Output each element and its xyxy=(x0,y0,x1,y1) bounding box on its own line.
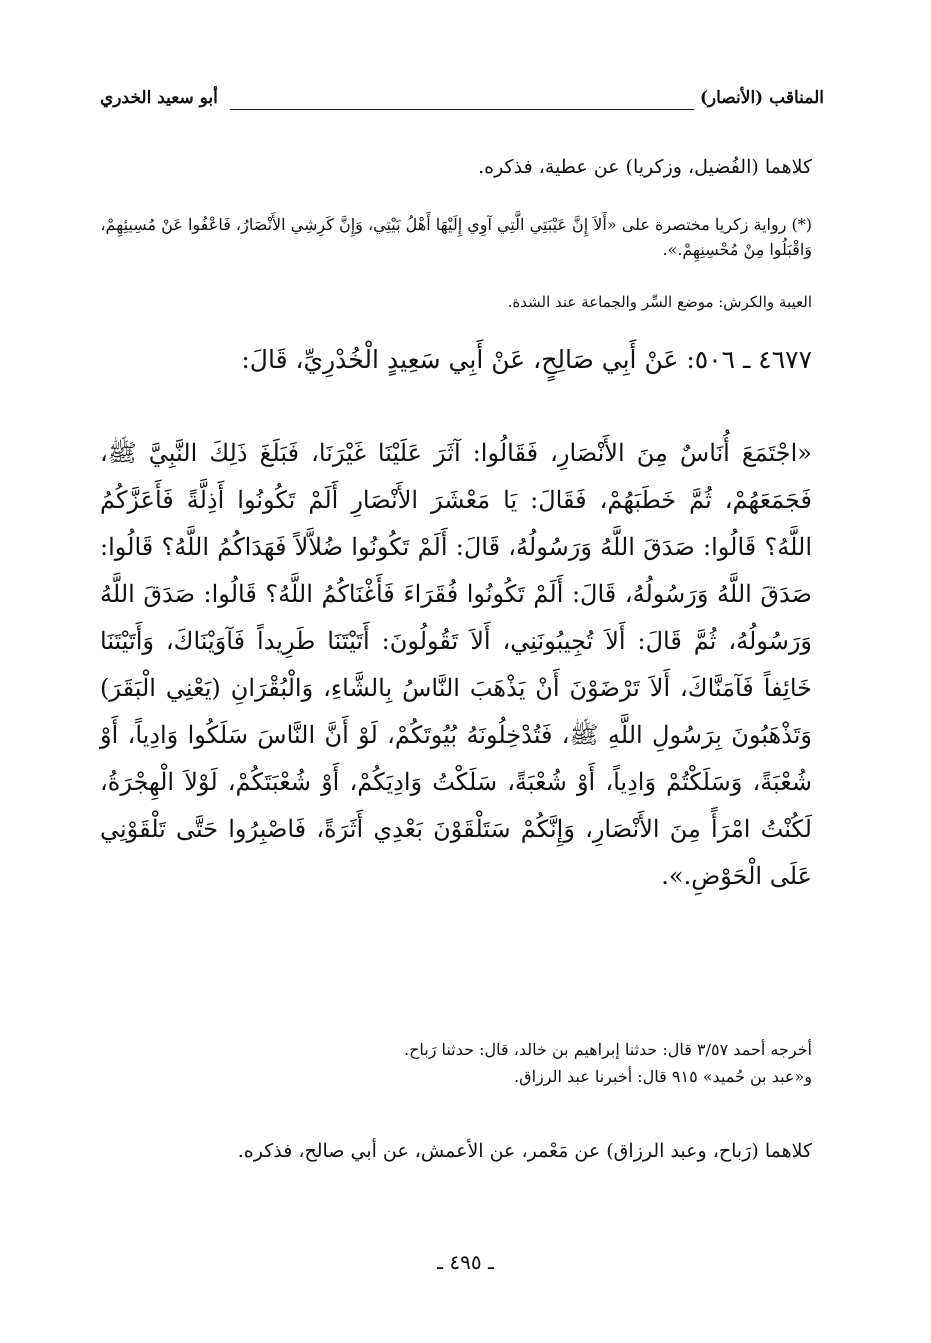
footnote-text: (*) رواية زكريا مختصرة على «أَلاَ إِنَّ عَيْبَتِي الَّتِي آوِي إِلَيْهَا أَهْلُ بَيْتِي، وَإِنَّ كَرِشِي الأَنْصَارُ، فَاعْفُوا عَنْ مُسِيئِهِمْ، وَاقْبَلُوا مِنْ مُحْسِنِهِمْ.». xyxy=(100,215,812,259)
source-references xyxy=(100,1036,812,1090)
footnote-gloss: العيبة والكرش: موضع السِّر والجماعة عند الشدة. xyxy=(507,293,812,311)
header-rule xyxy=(230,109,694,110)
hadith-heading: ٤٦٧٧ ـ ٥٠٦: عَنْ أَبِي صَالِحٍ، عَنْ أَبِي سَعِيدٍ الْخُدْرِيِّ، قَالَ: xyxy=(241,345,812,374)
page-number: ـ ٤٩٥ ـ xyxy=(437,1250,494,1274)
hadith-body: «اجْتَمَعَ أُنَاسٌ مِنَ الأَنْصَارِ، فَقَالُوا: آثَرَ عَلَيْنَا غَيْرَنَا، فَبَلَغَ ذَلِكَ النَّبِيَّ ﷺ، فَجَمَعَهُمْ، ثُمَّ خَطَبَهُمْ، فَقَالَ: يَا مَعْشَرَ الأَنْصَارِ أَلَمْ تَكُونُوا أَذِلَّةً فَأَعَزَّكُمُ اللَّهُ؟ قَالُوا: صَدَقَ اللَّهُ وَرَسُولُهُ، قَالَ: أَلَمْ تَكُونُوا ضُلاَّلاً فَهَدَاكُمُ اللَّهُ؟ قَالُوا: صَدَقَ اللَّهُ وَرَسُولُهُ، قَالَ: أَلَمْ تَكُونُوا فُقَرَاءَ فَأَغْنَاكُمُ اللَّهُ؟ قَالُوا: صَدَقَ اللَّهُ وَرَسُولُهُ، ثُمَّ قَالَ: أَلاَ تُجِيبُونَنِي، أَلاَ تَقُولُونَ: أَتَيْتَنَا طَرِيداً فَآوَيْنَاكَ، وَأَتَيْتَنَا خَائِفاً فَآمَنَّاكَ، أَلاَ تَرْضَوْنَ أَنْ يَذْهَبَ النَّاسُ بِالشَّاءِ، وَالْبُقْرَانِ (يَعْنِي الْبَقَرَ) وَتَذْهَبُونَ بِرَسُولِ اللَّهِ ﷺ، فَتُدْخِلُونَهُ بُيُوتَكُمْ، لَوْ أَنَّ النَّاسَ سَلَكُوا وَادِياً، أَوْ شُعْبَةً، وَسَلَكْتُمْ وَادِياً، أَوْ شُعْبَةً، سَلَكْتُ وَادِيَكُمْ، أَوْ شُعْبَتَكُمْ، لَوْلاَ الْهِجْرَةُ، لَكُنْتُ امْرَأً مِنَ الأَنْصَارِ، وَإِنَّكُمْ سَتَلْقَوْنَ بَعْدِي أَثَرَةً، فَاصْبِرُوا حَتَّى تَلْقَوْنِي عَلَى الْحَوْضِ.». xyxy=(100,439,812,890)
header-narrator: أبو سعيد الخدري xyxy=(100,88,218,108)
paragraph-bottom: كلاهما (رَباح، وعبد الرزاق) عن مَعْمر، عن الأعمش، عن أبي صالح، فذكره. xyxy=(237,1140,812,1162)
header-chapter: المناقب (الأنصار) xyxy=(699,88,824,108)
source-line-1: أخرجه أحمد ٣/٥٧ قال: حدثنا إبراهيم بن خالد، قال: حدثنا رَباح. xyxy=(403,1040,812,1059)
paragraph-top: كلاهما (الفُضيل، وزكريا) عن عطية، فذكره. xyxy=(478,156,812,178)
running-header xyxy=(100,88,824,122)
source-line-2: و«عبد بن حُميد» ٩١٥ قال: أخبرنا عبد الرزاق. xyxy=(514,1067,812,1086)
